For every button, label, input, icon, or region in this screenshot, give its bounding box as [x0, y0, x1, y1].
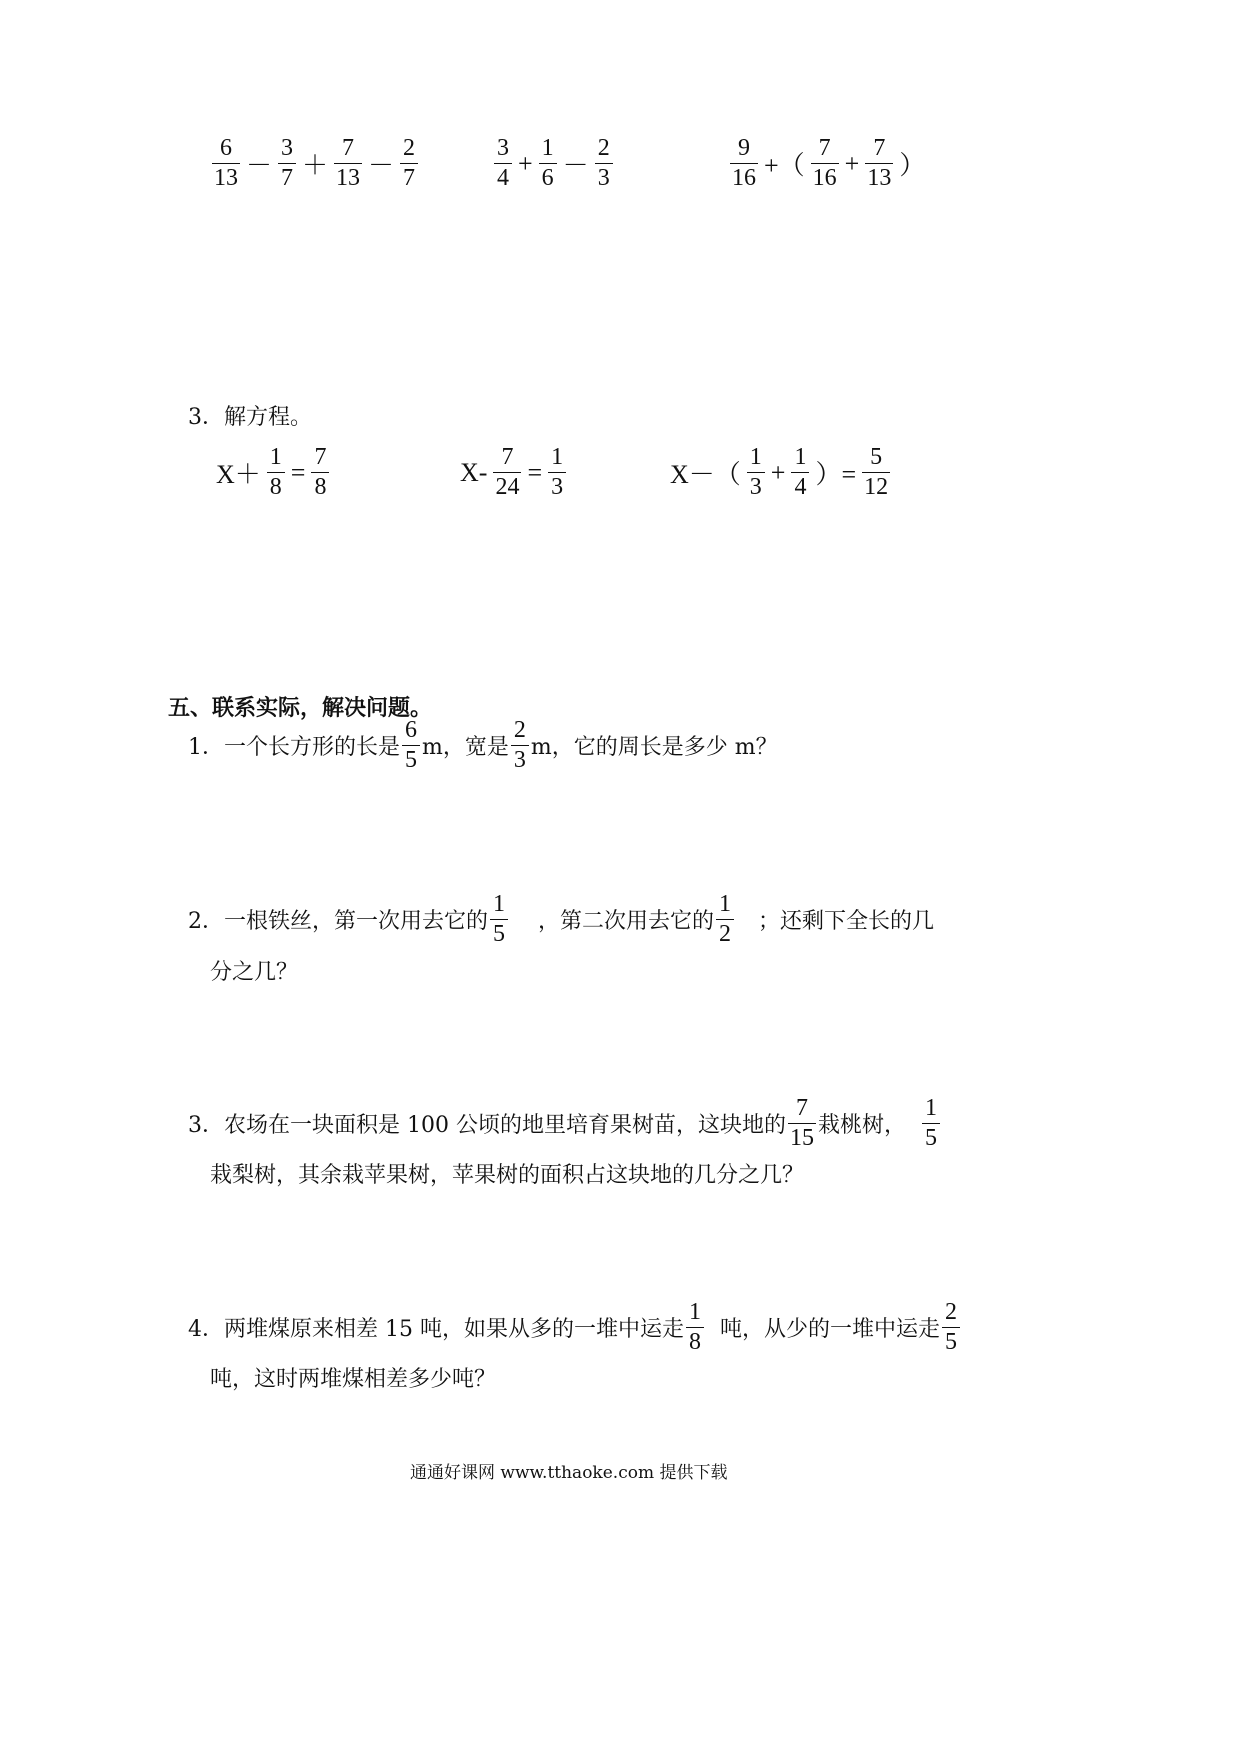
fraction	[494, 136, 512, 191]
denominator: 6	[541, 165, 554, 192]
fraction-bar	[942, 1327, 960, 1328]
numerator: 1	[493, 891, 505, 917]
numerator: 2	[597, 135, 610, 161]
numerator: 2	[513, 717, 526, 743]
denominator: 5	[925, 1125, 937, 1152]
fraction-bar	[862, 472, 890, 473]
fraction	[747, 445, 765, 500]
question-text: 吨，从少的一堆中运走	[719, 1317, 940, 1343]
numerator: 1	[925, 1095, 937, 1121]
fraction	[548, 445, 566, 500]
denominator: 7	[403, 165, 416, 192]
operator: +（	[764, 151, 805, 181]
fraction	[788, 1096, 816, 1151]
fraction-bar	[267, 472, 285, 473]
fraction-bar	[334, 163, 362, 164]
fraction-bar	[402, 745, 420, 746]
fraction	[311, 445, 329, 500]
fraction-bar	[811, 163, 839, 164]
fraction-bar	[278, 163, 296, 164]
fraction-bar	[788, 1123, 816, 1124]
denominator: 8	[269, 474, 282, 501]
fraction-bar	[490, 919, 508, 920]
denominator: 13	[336, 165, 361, 192]
fraction	[511, 718, 529, 773]
fraction-bar	[539, 163, 557, 164]
numerator: 9	[738, 135, 750, 161]
denominator: 3	[551, 474, 564, 501]
denominator: 2	[719, 921, 732, 948]
question-text: ，第二次用去它的	[538, 909, 715, 935]
fraction-bar	[548, 472, 566, 473]
fraction	[539, 136, 557, 191]
operator: +	[770, 457, 786, 487]
operator: =	[527, 457, 543, 487]
denominator: 13	[214, 165, 238, 192]
operator: X＋	[216, 460, 261, 490]
question-4-line2: 吨，这时两堆煤相差多少吨？	[210, 1367, 497, 1392]
question-text: 3．农场在一块面积是 100 公顷的地里培育果树苗，这块地的	[188, 1113, 786, 1139]
denominator: 16	[732, 165, 756, 192]
fraction-bar	[716, 919, 734, 920]
denominator: 7	[281, 165, 294, 192]
expression-1	[210, 136, 420, 191]
numerator: 1	[269, 444, 282, 470]
fraction	[490, 892, 508, 947]
operator: X-	[460, 457, 488, 487]
fraction-bar	[865, 163, 893, 164]
fraction	[267, 445, 285, 500]
fraction-bar	[686, 1327, 704, 1328]
numerator: 7	[342, 135, 355, 161]
fraction	[400, 136, 418, 191]
expression-2	[492, 136, 615, 191]
numerator: 2	[403, 135, 416, 161]
fraction	[402, 718, 420, 773]
fraction-bar	[400, 163, 418, 164]
fraction-bar	[791, 472, 809, 473]
question-4	[188, 1300, 962, 1355]
denominator: 5	[945, 1329, 957, 1356]
operator: ＋	[302, 151, 329, 181]
fraction	[493, 445, 521, 500]
footer: 通通好课网 www.tthaoke.com 提供下载	[410, 1463, 728, 1483]
fraction-bar	[494, 163, 512, 164]
question-1	[188, 718, 778, 773]
question-text: m，宽是	[422, 735, 509, 761]
question-3-line2: 栽梨树，其余栽苹果树，苹果树的面积占这块地的几分之几？	[210, 1163, 805, 1188]
denominator: 3	[749, 474, 762, 501]
section-heading: 五、联系实际，解决问题。	[168, 695, 433, 721]
denominator: 3	[597, 165, 610, 192]
operator: +	[518, 148, 533, 178]
question-text: 4．两堆煤原来相差 15 吨，如果从多的一堆中运走	[188, 1317, 684, 1343]
numerator: 1	[749, 444, 762, 470]
fraction	[942, 1300, 960, 1355]
operator: ）	[899, 151, 926, 181]
fraction-bar	[595, 163, 613, 164]
denominator: 8	[688, 1329, 701, 1356]
denominator: 24	[495, 474, 520, 501]
equation-2	[456, 445, 568, 500]
numerator: 6	[220, 135, 232, 161]
numerator: 1	[551, 444, 564, 470]
numerator: 7	[501, 444, 514, 470]
numerator: 1	[541, 135, 554, 161]
fraction	[922, 1096, 940, 1151]
fraction	[334, 136, 362, 191]
denominator: 4	[497, 165, 509, 192]
question-2-line2: 分之几？	[210, 960, 299, 985]
expression-3	[728, 136, 929, 191]
denominator: 4	[794, 474, 807, 501]
operator: －	[246, 151, 273, 181]
denominator: 3	[513, 747, 526, 774]
fraction-bar	[511, 745, 529, 746]
numerator: 7	[873, 135, 886, 161]
denominator: 5	[405, 747, 417, 774]
fraction-bar	[212, 163, 240, 164]
numerator: 6	[405, 717, 417, 743]
fraction	[686, 1300, 704, 1355]
operator: +	[844, 148, 860, 178]
fraction	[811, 136, 839, 191]
numerator: 1	[688, 1299, 701, 1325]
fraction	[862, 445, 890, 500]
question-text: 1．一个长方形的长是	[188, 735, 400, 761]
fraction-bar	[493, 472, 521, 473]
fraction	[278, 136, 296, 191]
fraction	[791, 445, 809, 500]
denominator: 12	[864, 474, 889, 501]
fraction-bar	[730, 163, 758, 164]
operator: －	[562, 151, 589, 181]
numerator: 2	[945, 1299, 957, 1325]
numerator: 7	[795, 1095, 808, 1121]
numerator: 3	[281, 135, 294, 161]
question-text: m，它的周长是多少 m？	[530, 735, 778, 761]
question-3	[188, 1096, 942, 1151]
numerator: 3	[497, 135, 509, 161]
denominator: 13	[867, 165, 892, 192]
denominator: 8	[314, 474, 327, 501]
numerator: 7	[818, 135, 831, 161]
question-text: 栽桃树，	[817, 1113, 906, 1139]
fraction	[716, 892, 734, 947]
operator: X－（	[670, 460, 741, 490]
fraction-bar	[922, 1123, 940, 1124]
fraction-bar	[311, 472, 329, 473]
fraction	[865, 136, 893, 191]
numerator: 5	[870, 444, 883, 470]
equation-3	[666, 445, 892, 500]
operator: =	[290, 457, 306, 487]
denominator: 5	[493, 921, 505, 948]
denominator: 16	[812, 165, 837, 192]
numerator: 1	[719, 891, 732, 917]
question-text: ；还剩下全长的几	[758, 909, 935, 935]
equation-1	[212, 445, 331, 500]
numerator: 1	[794, 444, 807, 470]
denominator: 15	[789, 1125, 814, 1152]
fraction	[595, 136, 613, 191]
question-text: 2．一根铁丝，第一次用去它的	[188, 909, 488, 935]
question-2	[188, 892, 934, 947]
fraction	[212, 136, 240, 191]
operator: ）=	[815, 460, 857, 490]
numerator: 7	[314, 444, 327, 470]
equations-heading: 3．解方程。	[188, 405, 312, 430]
operator: －	[368, 151, 395, 181]
fraction-bar	[747, 472, 765, 473]
fraction	[730, 136, 758, 191]
